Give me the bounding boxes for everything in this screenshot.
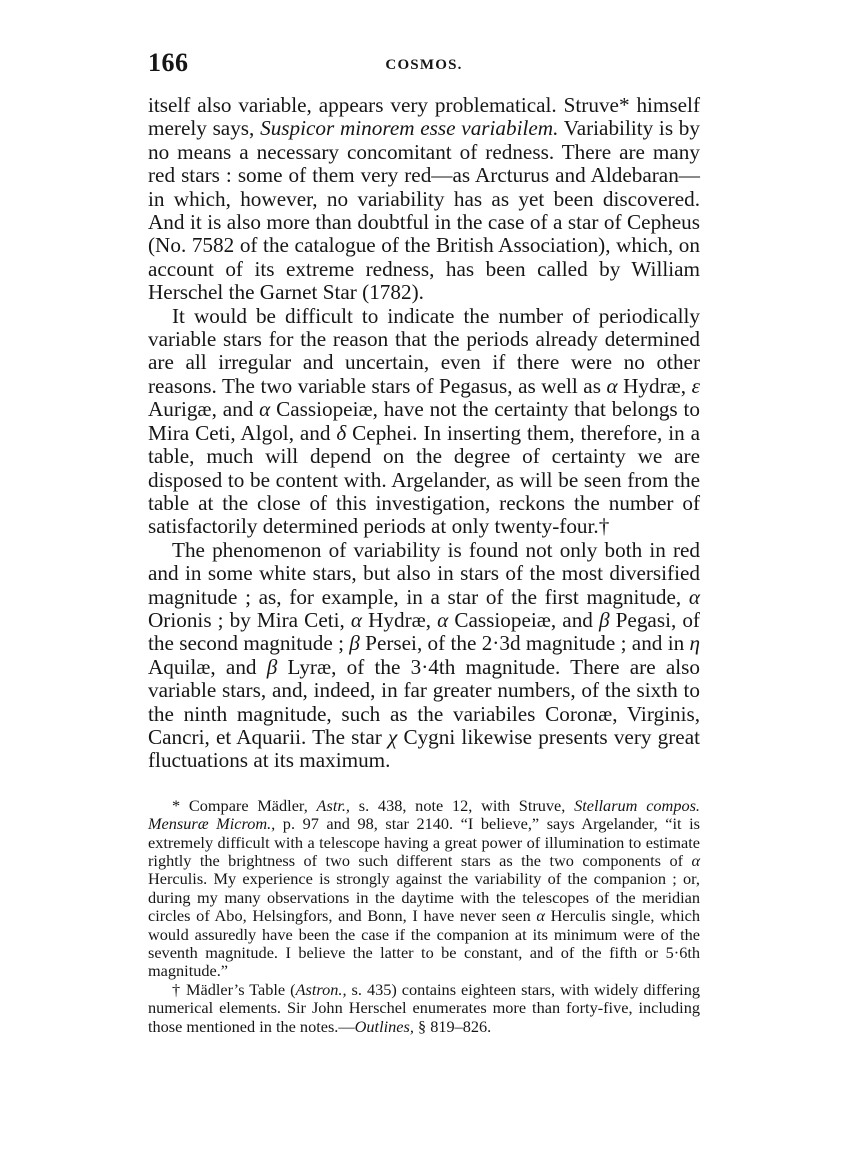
text-run: Lyræ, of the 3·4th magnitude. There are also variable stars, and, indeed, in far greater numbers, of the sixth to the ninth magnitude, such as the variabiles Coronæ, Virginis, Cancri, et Aquarii. The star	[148, 654, 700, 749]
italic-text: α	[350, 607, 363, 632]
text-run: Herculis single, which would assuredly have been the case if the companion at its minimum were of the seventh magnitude. I believe the latter to be constant, and of the fifth or 5·6th magnitude.”	[148, 906, 700, 981]
text-run: Aquilæ, and	[148, 654, 267, 679]
italic-text: δ	[336, 420, 347, 445]
paragraph	[148, 94, 700, 305]
italic-text: Astron.,	[295, 979, 347, 999]
italic-text: α	[691, 851, 700, 870]
running-title: COSMOS.	[385, 57, 463, 73]
footnote	[148, 797, 700, 981]
text-run: Variability is by no means a necessary concomitant of redness. There are many red stars : some of them very red—as Arcturus and Aldebaran—in which, however, no variability has as yet been discovered. And it is also more than doubtful in the case of a star of Cepheus (No. 7582 of the catalogue of the British Association), which, on account of its extreme redness, has been called by William Herschel the Garnet Star (1782).	[148, 116, 700, 305]
text-run: Orionis ; by Mira Ceti,	[148, 607, 351, 632]
text-run: It would be difficult to indicate the number of periodically variable stars for the reason that the periods already determined are all irregular and uncertain, even if there were no other reasons. The two variable stars of Pegasus, as well as	[148, 303, 700, 398]
text-run: s. 438, note 12, with Struve,	[350, 795, 575, 815]
italic-text: α	[688, 584, 700, 609]
paragraph	[148, 305, 700, 539]
italic-text: α	[606, 373, 618, 398]
text-run: Herculis. My experience is strongly against the variability of the companion ; or, during my many observations in the daytime with the telescopes of the meridian circles of Abo, Helsingfors, and Bonn, I have never seen	[148, 869, 700, 926]
italic-text: Astr.,	[316, 795, 351, 815]
page-number: 166	[148, 48, 189, 77]
text-run: The phenomenon of variability is found not only both in red and in some white stars, but also in stars of the most diversified magnitude ; as, for example, in a star of the first magnitude,	[148, 537, 700, 609]
italic-text: ε	[691, 373, 700, 398]
text-run: § 819–826.	[413, 1016, 492, 1036]
italic-text: Suspicor minorem esse variabilem.	[260, 116, 559, 141]
italic-text: Outlines,	[354, 1016, 414, 1036]
italic-text: χ	[387, 724, 398, 749]
italic-text: α	[437, 607, 449, 632]
italic-text: η	[689, 631, 701, 656]
text-run: s. 435) contains eighteen stars, with widely differing numerical elements. Sir John Herschel enumerates more than forty-five, including those mentioned in the notes.—	[148, 979, 700, 1036]
text-run: Hydræ,	[617, 373, 692, 398]
text-run: Cephei. In inserting them, therefore, in a table, much will depend on the degree of certainty we are disposed to be content with. Argelander, as will be seen from the table at the close of this investigation, reckons the number of satisfactorily determined periods at only twenty-four.†	[148, 420, 701, 539]
text-run: Cassiopeiæ, have not the certainty that belongs to Mira Ceti, Algol, and	[148, 397, 700, 445]
paragraph	[148, 539, 700, 773]
text-run: * Compare Mädler,	[172, 795, 317, 815]
italic-text: α	[536, 906, 545, 926]
running-head	[148, 48, 700, 82]
italic-text: α	[259, 397, 271, 422]
text-run: Pegasi, of the second magnitude ;	[148, 607, 700, 656]
italic-text: β	[349, 631, 360, 656]
italic-text: Stellarum compos. Mensuræ Microm.,	[148, 795, 701, 834]
text-run: Cygni likewise presents very great fluctuations at its maximum.	[148, 724, 700, 773]
footnotes	[148, 797, 700, 1036]
footnote	[148, 981, 700, 1036]
italic-text: β	[598, 607, 610, 632]
text-run: p. 97 and 98, star 2140. “I believe,” says Argelander, “it is extremely difficult with a telescope having a great power of illumination to estimate rightly the brightness of two such different stars as the two components of	[148, 814, 700, 870]
text-run: Persei, of the 2·3d magnitude ; and in	[359, 631, 690, 656]
body-text	[148, 94, 700, 773]
text-run: Aurigæ, and	[148, 397, 260, 422]
text-run: Cassiopeiæ, and	[448, 607, 599, 632]
italic-text: β	[266, 654, 278, 679]
text-run: Hydræ,	[362, 607, 438, 632]
text-run: † Mädler’s Table (	[172, 979, 296, 999]
text-run: itself also variable, appears very problematical. Struve* himself merely says,	[148, 93, 700, 141]
book-page	[148, 48, 700, 1036]
